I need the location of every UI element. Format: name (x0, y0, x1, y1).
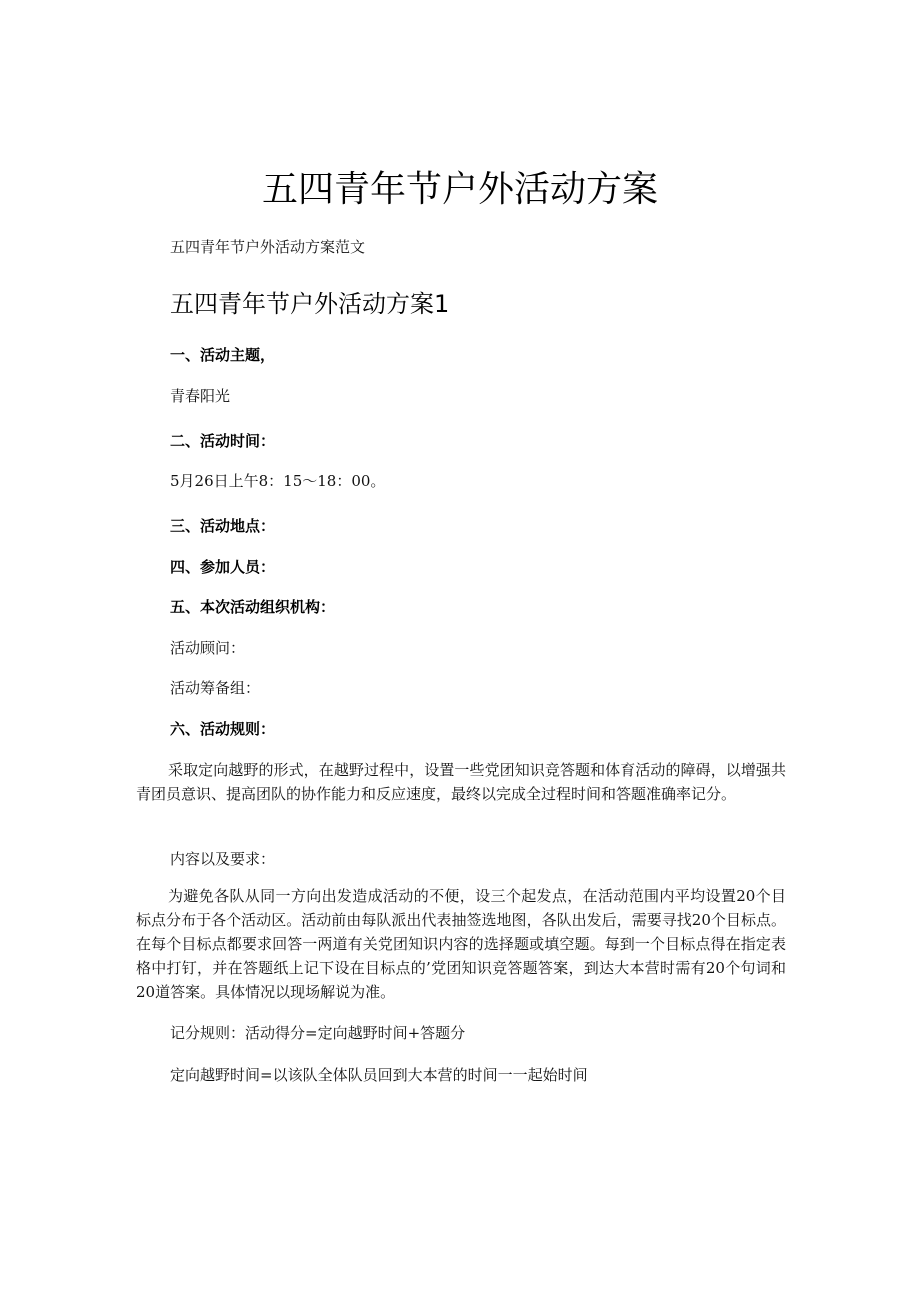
requirements-paragraph: 为避免各队从同一方向出发造成活动的不便，设三个起发点，在活动范围内平均设置20个目标点分布于各个活动区。活动前由每队派出代表抽签选地图，各队出发后，需要寻找20个目标点。在每个目标点都要求回答一两道有关党团知识内容的选择题或填空题。每到一个目标点得在指定表格中打钉，并在答题纸上记下设在目标点的’党团知识竞答题答案，到达大本营时需有20个句词和20道答案。具体情况以现场解说为准。 (136, 887, 786, 1001)
advisor-line: 活动顾问： (170, 639, 246, 657)
content-requirements-line: 内容以及要求： (170, 850, 276, 868)
heading-rules: 六、活动规则： (170, 720, 276, 738)
section-title: 五四青年节户外活动方案1 (170, 290, 450, 318)
theme-value: 青春阳光 (170, 387, 231, 405)
heading-theme: 一、活动主题， (170, 346, 276, 364)
scoring-rule-line: 记分规则：活动得分=定向越野时间+答题分 (170, 1024, 466, 1042)
rules-paragraph: 采取定向越野的形式，在越野过程中，设置一些党团知识竞答题和体育活动的障碍，以增强共青团员意识、提高团队的协作能力和反应速度，最终以完成全过程时间和答题准确率记分。 (136, 761, 786, 803)
document-title: 五四青年节户外活动方案 (261, 169, 658, 210)
heading-organization: 五、本次活动组织机构： (170, 598, 336, 616)
document-subtitle: 五四青年节户外活动方案范文 (170, 238, 366, 256)
heading-time: 二、活动时间： (170, 432, 276, 450)
time-value: 5月26日上午8：15～18：00。 (170, 472, 386, 490)
heading-location: 三、活动地点： (170, 517, 276, 535)
preparation-group-line: 活动筹备组： (170, 679, 261, 697)
orienteering-time-line: 定向越野时间=以该队全体队员回到大本营的时间一一起始时间 (170, 1066, 588, 1084)
heading-participants: 四、参加人员： (170, 558, 276, 576)
